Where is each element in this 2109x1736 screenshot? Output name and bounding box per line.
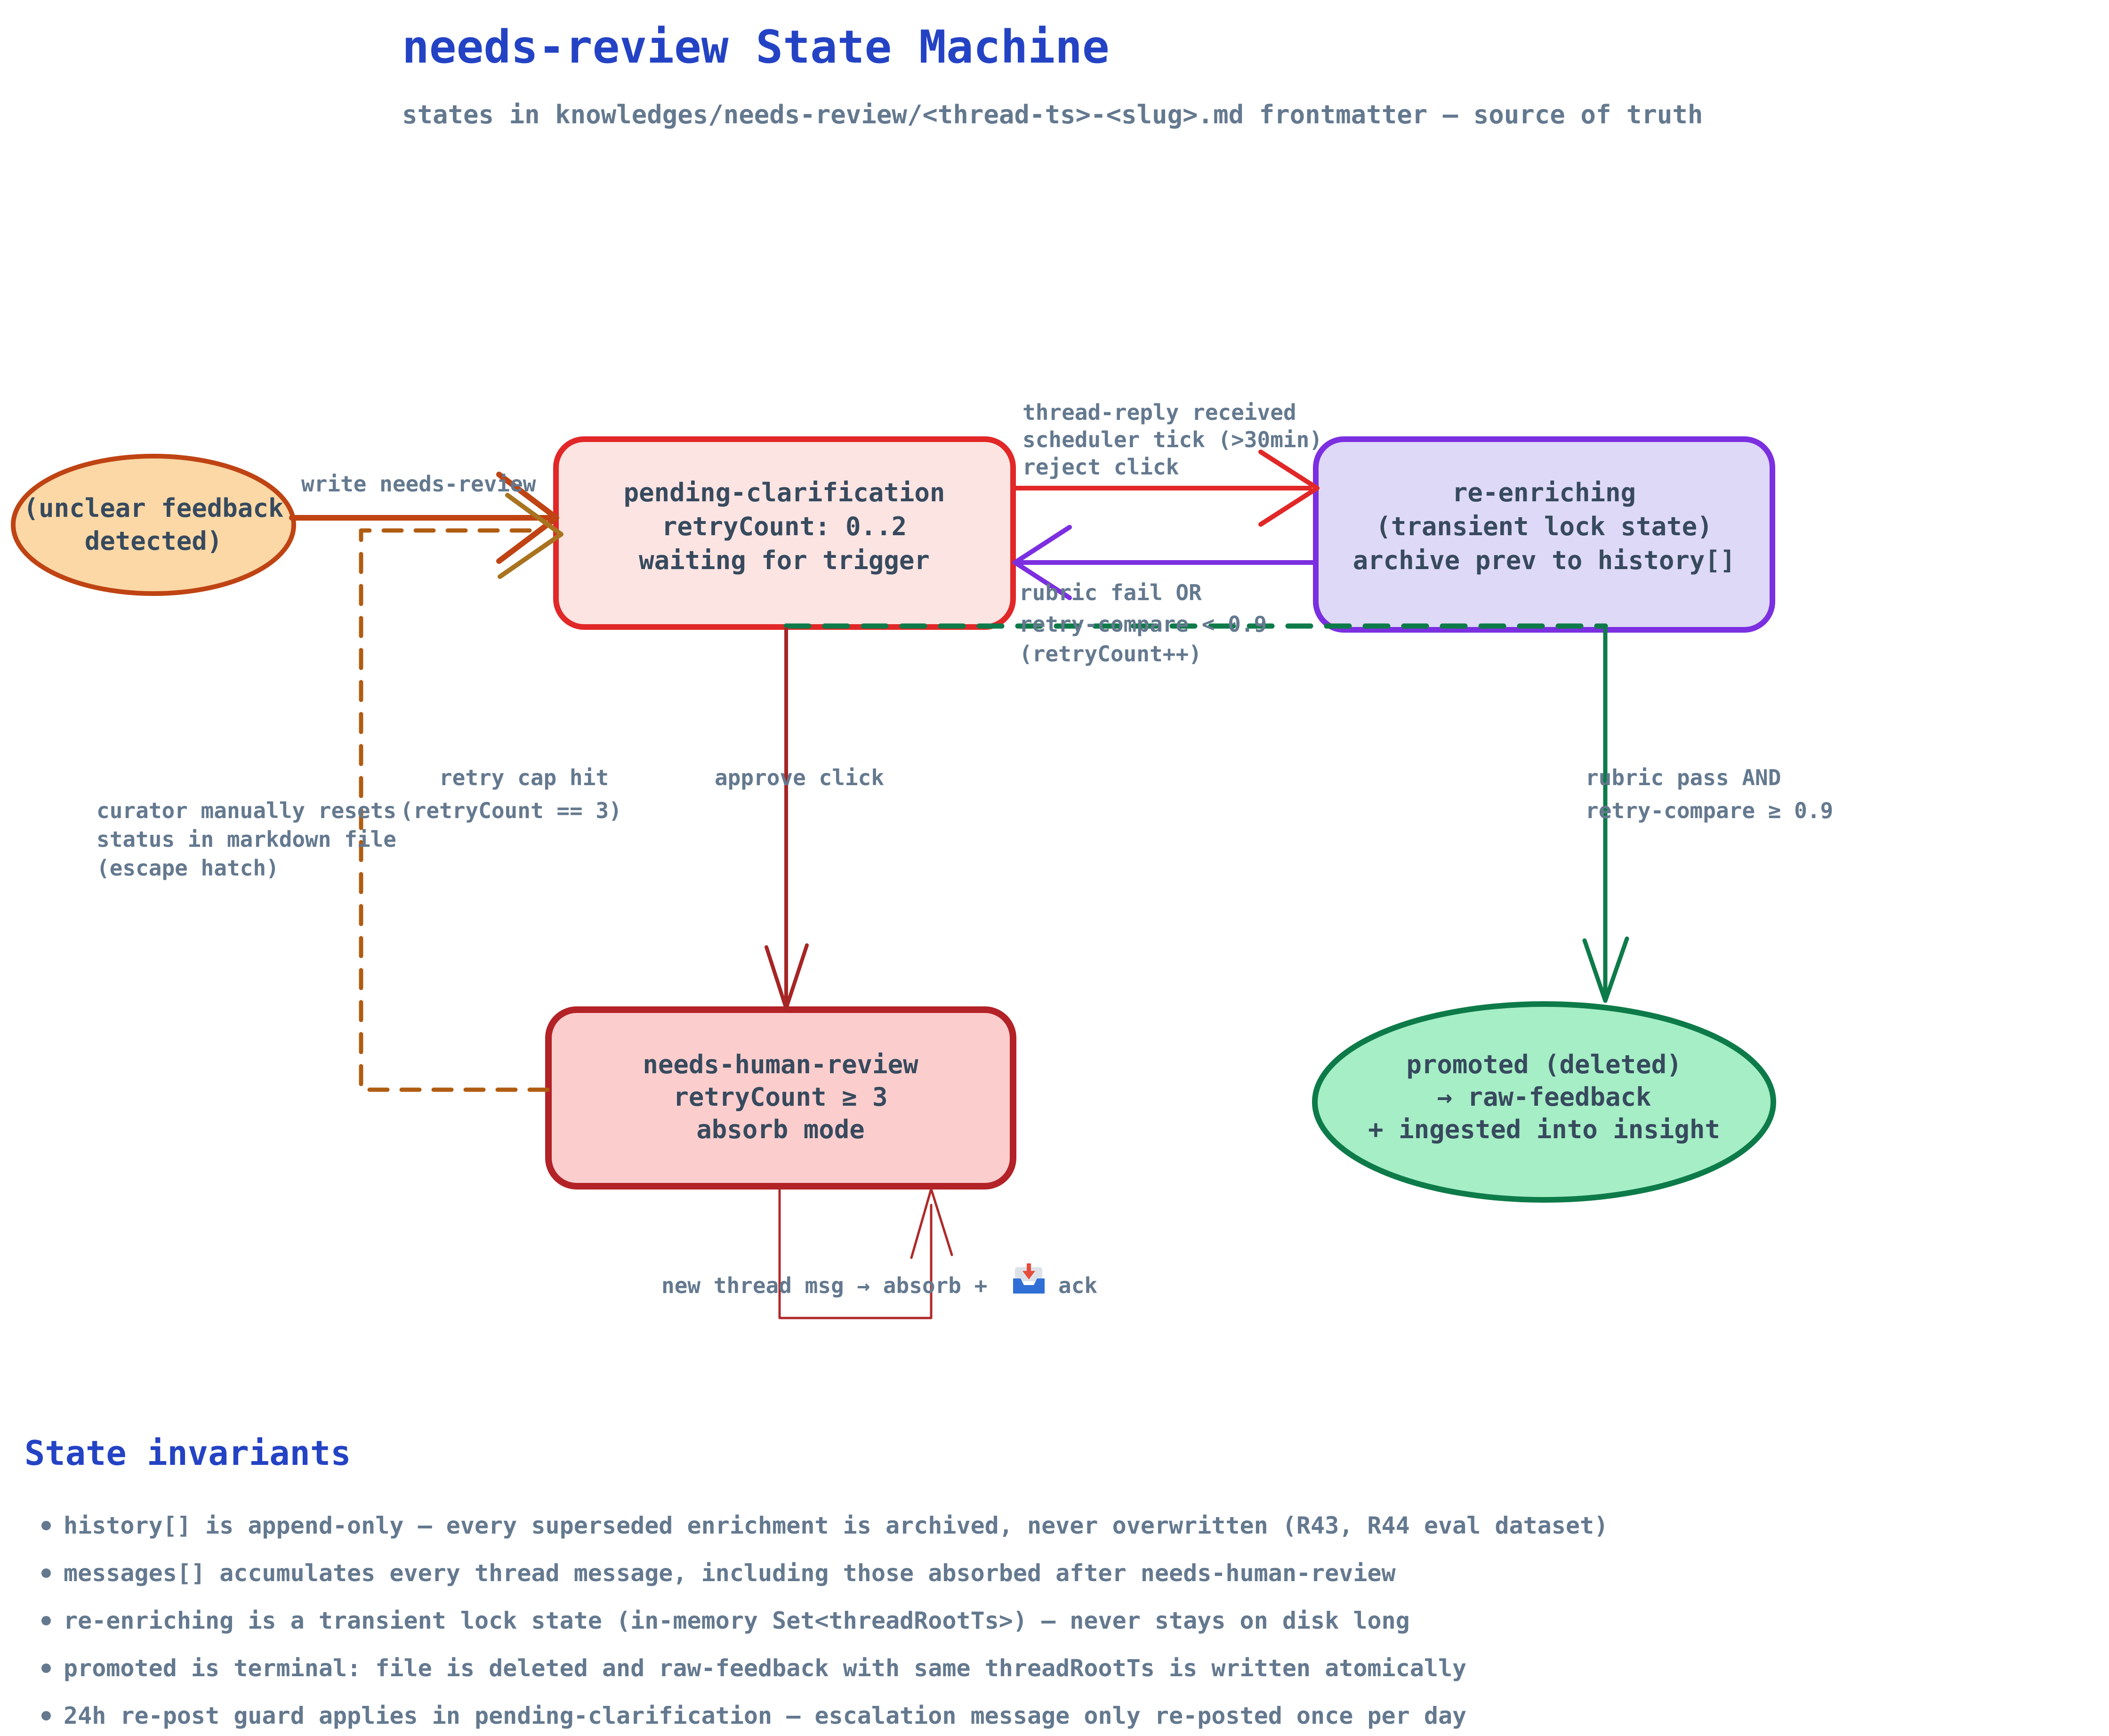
label-to-reenriching-line1: thread-reply received <box>1022 400 1296 425</box>
bullet-dot <box>41 1568 51 1578</box>
page-title: needs-review State Machine <box>402 21 1110 73</box>
label-approve-click: approve click <box>714 765 885 790</box>
label-absorb-loop <box>661 1263 1097 1298</box>
invariant-item: 24h re-post guard applies in pending-clarification — escalation message only re-posted once per day <box>64 1702 1467 1729</box>
pending-line3: waiting for trigger <box>639 546 930 575</box>
needs-human-line3: absorb mode <box>696 1115 865 1144</box>
state-pending-clarification <box>556 439 1013 627</box>
page-header <box>402 21 1703 129</box>
bullet-dot <box>41 1711 51 1720</box>
label-curator-line1: curator manually resets <box>97 798 396 823</box>
label-rubric-pass-line1: rubric pass AND <box>1586 765 1781 790</box>
unclear-feedback-line2: detected) <box>84 526 223 556</box>
label-write-needs-review: write needs-review <box>301 471 536 497</box>
re-enriching-line3: archive prev to history[] <box>1352 546 1736 575</box>
label-curator-line2: status in markdown file <box>97 827 396 852</box>
pending-line2: retryCount: 0..2 <box>661 512 907 541</box>
invariant-item: re-enriching is a transient lock state (in-memory Set<threadRootTs>) — never stays on disk long <box>64 1607 1410 1634</box>
needs-human-line2: retryCount ≥ 3 <box>673 1082 888 1112</box>
pending-line1: pending-clarification <box>623 478 945 507</box>
label-rubric-fail-line2: retry-compare < 0.9 <box>1019 611 1267 637</box>
label-retry-cap-line2: (retryCount == 3) <box>400 798 622 823</box>
state-invariants <box>24 1433 1608 1729</box>
bullet-dot <box>41 1664 51 1673</box>
invariant-item: history[] is append-only — every superseded enrichment is archived, never overwritten (R43, R44 eval dataset) <box>64 1512 1609 1539</box>
label-retry-cap-line1: retry cap hit <box>439 765 609 790</box>
state-unclear-feedback <box>13 456 294 594</box>
label-rubric-fail-line3: (retryCount++) <box>1019 641 1202 667</box>
inbox-arrow-stem <box>1027 1263 1031 1272</box>
label-absorb-loop-after: ack <box>1058 1273 1098 1298</box>
re-enriching-line1: re-enriching <box>1452 478 1636 507</box>
label-to-reenriching-line2: scheduler tick (>30min) <box>1022 427 1322 452</box>
edge-absorb-loop <box>780 1187 931 1318</box>
label-curator-line3: (escape hatch) <box>97 855 279 881</box>
inbox-tray-icon <box>1013 1263 1045 1294</box>
unclear-feedback-shape <box>13 456 294 594</box>
label-absorb-loop-before: new thread msg → absorb + <box>661 1273 988 1298</box>
unclear-feedback-line1: (unclear feedback <box>23 493 284 523</box>
invariants-heading: State invariants <box>24 1433 351 1473</box>
bullet-dot <box>41 1521 51 1530</box>
promoted-line1: promoted (deleted) <box>1406 1050 1682 1079</box>
promoted-line2: → raw-feedback <box>1437 1082 1651 1112</box>
page-subtitle: states in knowledges/needs-review/<thread-ts>-<slug>.md frontmatter — source of truth <box>402 100 1703 129</box>
state-re-enriching <box>1316 439 1772 630</box>
re-enriching-line2: (transient lock state) <box>1376 512 1713 541</box>
label-rubric-fail-line1: rubric fail OR <box>1019 580 1202 605</box>
invariant-item: promoted is terminal: file is deleted and raw-feedback with same threadRootTs is written atomically <box>64 1655 1467 1682</box>
state-needs-human-review <box>548 1010 1013 1186</box>
invariant-item: messages[] accumulates every thread message, including those absorbed after needs-human-review <box>64 1559 1396 1587</box>
state-promoted <box>1315 1004 1773 1200</box>
label-to-reenriching-line3: reject click <box>1022 454 1179 480</box>
needs-human-line1: needs-human-review <box>643 1050 918 1079</box>
promoted-line3: + ingested into insight <box>1368 1115 1720 1144</box>
label-rubric-pass-line2: retry-compare ≥ 0.9 <box>1586 798 1834 823</box>
bullet-dot <box>41 1616 51 1625</box>
